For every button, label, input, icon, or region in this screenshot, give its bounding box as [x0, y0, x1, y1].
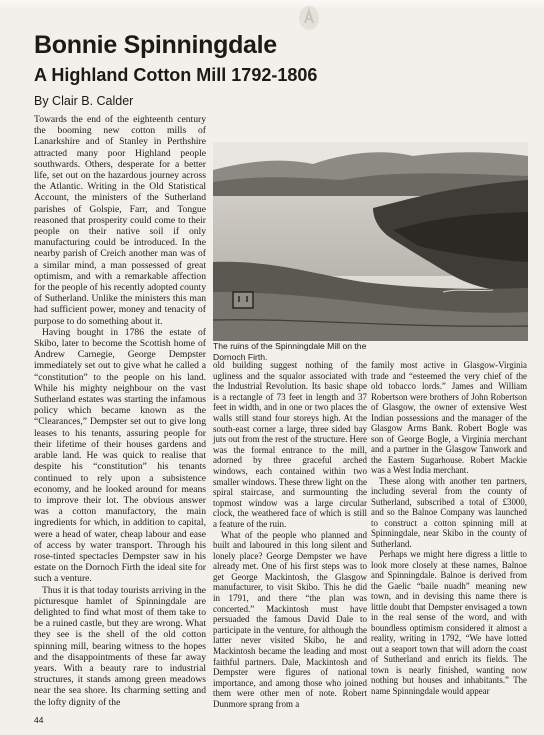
column-1-upper: [34, 114, 206, 708]
column-3: [371, 360, 527, 696]
paragraph: Thus it is that today tourists arriving in the picturesque hamlet of Spinningdale are delighted to find what most of them take to be a ruined castle, but they are wrong. What they see is the shell of the old cotton spinning mill, bearing witness to the hopes and the disappointments of these far away years. With a beauty rare to industrial structures, it stands among green meadows near the sea shore. Its charming setting and the lofty dignity of the: [34, 584, 206, 708]
page-number: 44: [34, 715, 44, 725]
article-subtitle: A Highland Cotton Mill 1792-1806: [34, 65, 318, 85]
column-2: [213, 360, 367, 710]
paragraph: Having bought in 1786 the estate of Skibo, later to become the Scottish home of Andrew Carnegie, George Dempster immediately set out to give what he called a “constitution” to the people on his land. While his mighty neighbour on the vast Sutherland estates was starting the infamous policy which became known as the “Clearances,” Dempster set out to give long leases to his tenants, assuring people for their lifetime of their houses gardens and arable land. He was quick to realise that despite his “constitution” his tenants continued to rely upon a subsistence economy, and he looked around for means to improve their lot. The obvious answer was a cotton manufactory, the main ingredients for which, in addition to capital, were a head of water, cheap labour and ease of access by water transport. Through his rose-tinted spectacles Dempster saw in his estate on the Dornoch Firth the ideal site for such a venture.: [34, 326, 206, 585]
paragraph: These along with another ten partners, including several from the county of Sutherland, subscribed a total of £3000, and so the Balnoe Company was launched to construct a cotton spinning mill at Spinningdale, near Skibo in the county of Sutherland.: [371, 475, 527, 549]
paragraph: What of the people who planned and built and laboured in this long silent and lonely place? George Dempster we have already met. One of his first steps was to get George Mackintosh, the Glasgow manufacturer, to visit Skibo. This he did in 1791, and there “the plan was concerted.” Mackintosh must have persuaded the famous David Dale to participate in the venture, for although the latter never visited Skibo, he and Mackintosh became the leading and most faithful partners. Dale, Mackintosh and Dempster were figures of national importance, and among those who joined them were other men of note. Robert Dunmore sprang from a: [213, 529, 367, 709]
mill-ruins-photo: [213, 142, 528, 341]
paragraph: Towards the end of the eighteenth century the booming new cotton mills of Lanarkshire and of Stanley in Perthshire attracted many poor Highland people southwards. Others, desperate for a better life, set out on the hazardous journey across the Atlantic. Writing in the Old Statistical Account, the ministers of the Sutherland parishes of Golspie, Farr, and Tongue reasoned that prosperity could come to their people on their native soil if only manufacturing could be introduced. In the nearby parish of Creich another man was of a similar mind, a man possessed of great optimism, and with a remarkable affection for the people of his recently adopted county of Sutherland. Unlike the ministers this man had sufficient power, money and tenacity of purpose to do something about it.: [34, 114, 206, 327]
photo-caption: The ruins of the Spinningdale Mill on the Dornoch Firth.: [213, 341, 367, 362]
magazine-logo-mark: [296, 4, 322, 32]
paragraph: old building suggest nothing of the ugliness and the squalor associated with the Industrial Revolution. Its basic shape is a rectangle of 73 feet in length and 37 feet in width, and in one or two places the walls still stand four storeys high. At the south-east corner a large, three sided bay juts out from the rest of the structure. Here was the formal entrance to the mill, adorned by three graceful arched windows, each contained within two smaller windows. These threw light on the spiral staircase, and surmounting the topmost window was a large circular clock, the weathered face of which is still a feature of the ruin.: [213, 360, 367, 529]
paragraph: family most active in Glasgow-Virginia trade and “esteemed the very chief of the old tobacco lords.” James and William Robertson were brothers of John Robertson of Glasgow, the owner of extensive West Indian possessions and the manager of the Glasgow Arms Bank. Robert Bogle was son of George Bogle, a Virginia merchant and a partner in the Glasgow Tanwork and the Eastern Sugarhouse. Robert Mackie was a West India merchant.: [371, 360, 527, 475]
page-top-edge: [0, 0, 544, 10]
paragraph: Perhaps we might here digress a little to look more closely at these names, Balnoe and Spinningdale. Balnoe is derived from the Gaelic “baile nuadh” meaning new town, and in devising this name there is little doubt that Dempster envisaged a town in the real sense of the word, and with boundless optimism considered it almost a reality, writing in 1792, “We have lotted out a seaport town that will adorn the coast of Sutherland and enrich its fields. The town is nearly finished, wanting now nothing but houses and inhabitants.” The name Spinningdale would appear: [371, 549, 527, 696]
article-byline: By Clair B. Calder: [34, 94, 134, 108]
landscape-photo-image: [213, 142, 528, 341]
article-title: Bonnie Spinningdale: [34, 31, 277, 59]
